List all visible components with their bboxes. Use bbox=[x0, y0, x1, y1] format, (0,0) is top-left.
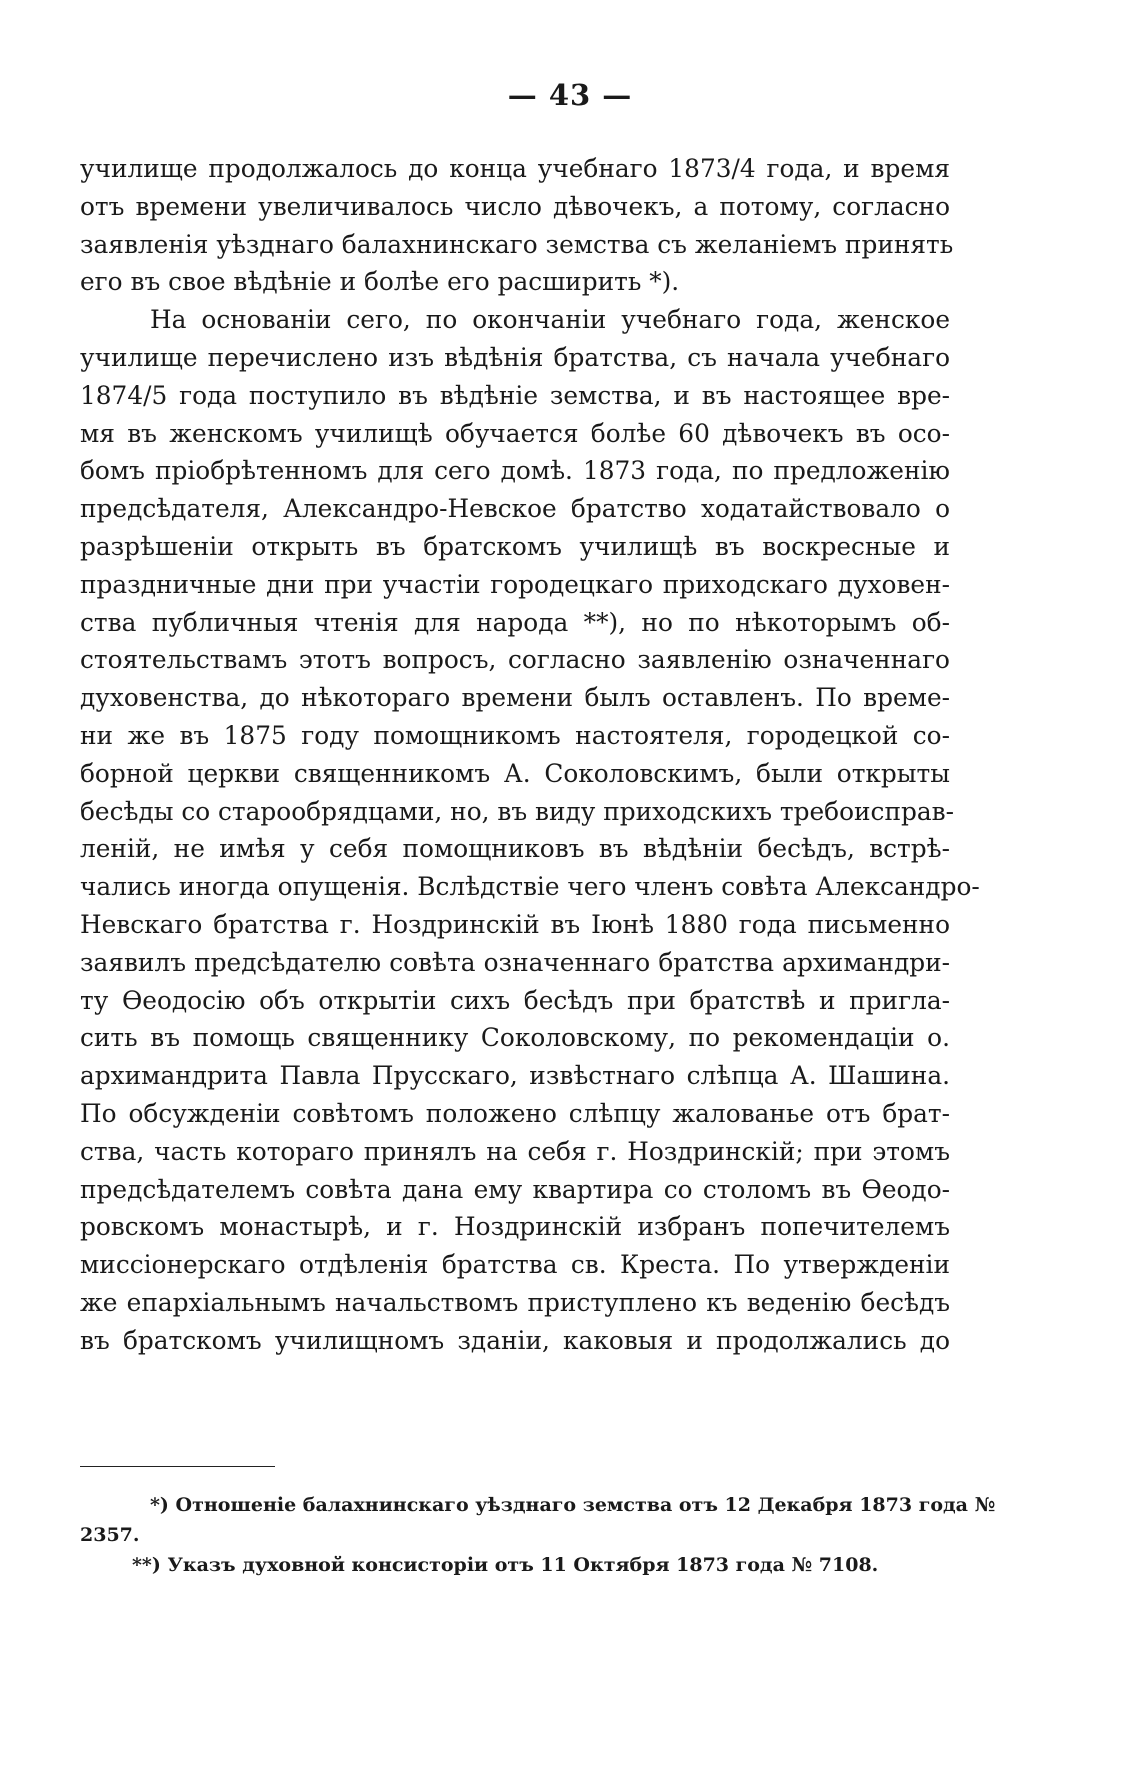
text-line: заявленія уѣзднаго балахнинскаго земства съ желаніемъ принять bbox=[80, 229, 954, 259]
footnote-divider bbox=[80, 1466, 275, 1467]
text-line: разрѣшеніи открыть въ братскомъ училищѣ въ воскресные и bbox=[80, 531, 950, 561]
text-line: леній, не имѣя у себя помощниковъ въ вѣдѣніи бесѣдъ, встрѣ- bbox=[80, 834, 950, 864]
text-line: борной церкви священникомъ А. Соколовскимъ, были открыты bbox=[80, 758, 950, 788]
text-line: сить въ помощь священнику Соколовскому, по рекомендаціи о. bbox=[80, 1023, 950, 1053]
text-line: въ братскомъ училищномъ зданіи, каковыя и продолжались до bbox=[80, 1325, 950, 1355]
text-line: отъ времени увеличивалось число дѣвочекъ, а потому, согласно bbox=[80, 191, 950, 221]
text-line: архимандрита Павла Прусскаго, извѣстнаго слѣпца А. Шашина. bbox=[80, 1061, 950, 1091]
body-text bbox=[80, 150, 980, 1360]
text-line: чались иногда опущенія. Вслѣдствіе чего членъ совѣта Александро- bbox=[80, 872, 980, 902]
text-line: Невскаго братства г. Ноздринскій въ Іюнѣ 1880 года письменно bbox=[80, 909, 950, 939]
text-line: предсѣдателя, Александро-Невское братство ходатайствовало о bbox=[80, 494, 950, 524]
text-line: мя въ женскомъ училищѣ обучается болѣе 60 дѣвочекъ въ осо- bbox=[80, 418, 950, 448]
text-line: бомъ пріобрѣтенномъ для сего домѣ. 1873 года, по предложенію bbox=[80, 456, 950, 486]
footnotes bbox=[80, 1490, 996, 1580]
paragraph-first-line: На основаніи сего, по окончаніи учебнаго года, женское bbox=[150, 305, 950, 335]
page-number: — 43 — bbox=[507, 78, 633, 112]
text-line: духовенства, до нѣкотораго времени былъ оставленъ. По време- bbox=[80, 683, 950, 713]
text-line: миссіонерскаго отдѣленія братства св. Креста. По утвержденіи bbox=[80, 1250, 950, 1280]
text-line: праздничные дни при участіи городецкаго приходскаго духовен- bbox=[80, 569, 950, 599]
text-line: заявилъ предсѣдателю совѣта означеннаго братства архимандри- bbox=[80, 947, 950, 977]
text-line: ства, часть котораго принялъ на себя г. Ноздринскій; при этомъ bbox=[80, 1136, 950, 1166]
text-line: училище перечислено изъ вѣдѣнія братства, съ начала учебнаго bbox=[80, 342, 950, 372]
text-line: По обсужденіи совѣтомъ положено слѣпцу жалованье отъ брат- bbox=[80, 1098, 950, 1128]
footnote-1: *) Отношеніе балахнинскаго уѣзднаго земства отъ 12 Декабря 1873 года № bbox=[150, 1494, 996, 1516]
text-line: училище продолжалось до конца учебнаго 1873/4 года, и время bbox=[80, 154, 950, 183]
text-line: предсѣдателемъ совѣта дана ему квартира со столомъ въ Ѳеодо- bbox=[80, 1174, 950, 1204]
text-line: ровскомъ монастырѣ, и г. Ноздринскій избранъ попечителемъ bbox=[80, 1212, 950, 1242]
text-line: же епархіальнымъ начальствомъ приступлено къ веденію бесѣдъ bbox=[80, 1287, 950, 1317]
text-line: ту Ѳеодосію объ открытіи сихъ бесѣдъ при братствѣ и пригла- bbox=[80, 985, 950, 1015]
text-line: ни же въ 1875 году помощникомъ настоятеля, городецкой со- bbox=[80, 720, 950, 750]
footnote-1-continuation: 2357. bbox=[80, 1524, 140, 1546]
text-line: 1874/5 года поступило въ вѣдѣніе земства, и въ настоящее вре- bbox=[80, 380, 950, 410]
text-line: ства публичныя чтенія для народа **), но по нѣкоторымъ об- bbox=[80, 607, 950, 637]
footnote-2: **) Указъ духовной консисторіи отъ 11 Октября 1873 года № 7108. bbox=[132, 1554, 879, 1576]
text-line: его въ свое вѣдѣніе и болѣе его расширить *). bbox=[80, 267, 680, 297]
text-line: бесѣды со старообрядцами, но, въ виду приходскихъ требоисправ- bbox=[80, 796, 954, 826]
text-line: стоятельствамъ этотъ вопросъ, согласно заявленію означеннаго bbox=[80, 645, 950, 675]
